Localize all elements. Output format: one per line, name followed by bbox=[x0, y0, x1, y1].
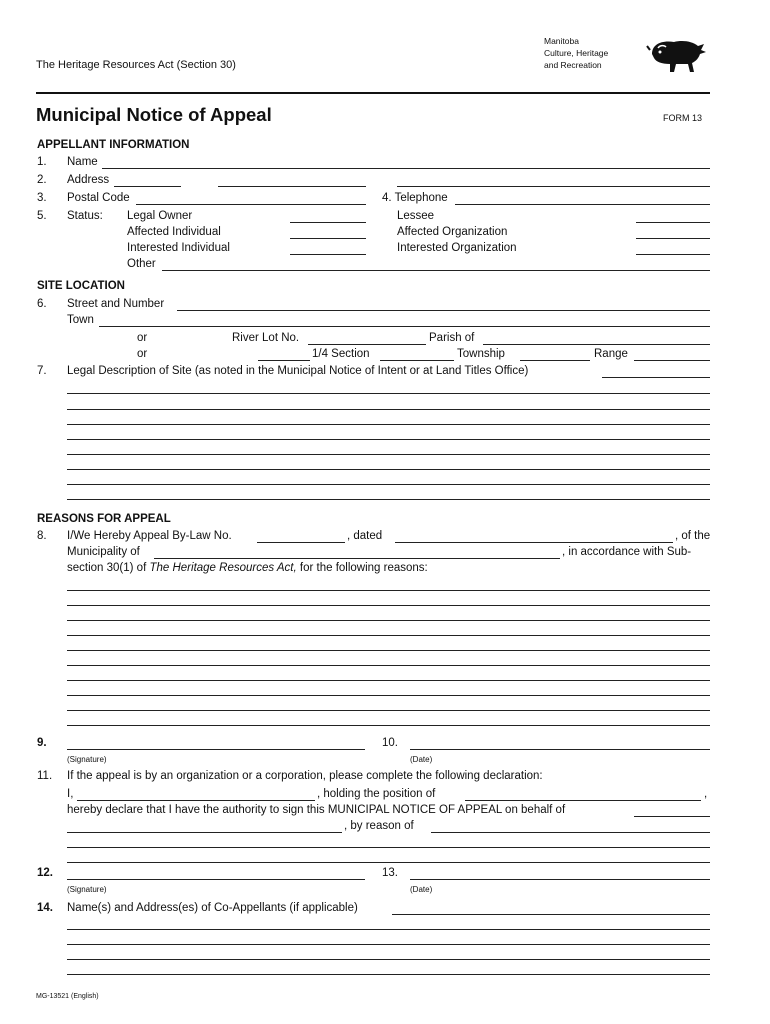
form-code-footer: MG-13521 (English) bbox=[36, 993, 99, 1000]
affected-individual-field[interactable] bbox=[290, 238, 366, 239]
town-field[interactable] bbox=[99, 326, 710, 327]
section-prefix: section 30(1) of bbox=[67, 562, 147, 574]
reasons-line-5[interactable] bbox=[67, 650, 710, 651]
of-the-label: , of the bbox=[675, 530, 711, 542]
form-number: FORM 13 bbox=[663, 113, 703, 123]
signature-field-2[interactable] bbox=[67, 879, 365, 880]
by-reason-line-2[interactable] bbox=[67, 847, 710, 848]
reasons-heading: REASONS FOR APPEAL bbox=[37, 513, 171, 525]
position-field[interactable] bbox=[465, 800, 701, 801]
street-field[interactable] bbox=[177, 310, 710, 311]
legal-owner-field[interactable] bbox=[290, 222, 366, 223]
coappellants-line-5[interactable] bbox=[67, 974, 710, 975]
declarant-name-field[interactable] bbox=[77, 800, 315, 801]
township-field[interactable] bbox=[520, 360, 590, 361]
department-line-2: Culture, Heritage bbox=[544, 48, 609, 58]
by-reason-field[interactable] bbox=[431, 832, 710, 833]
reasons-line-10[interactable] bbox=[67, 725, 710, 726]
coappellants-line-3[interactable] bbox=[67, 944, 710, 945]
legal-description-field[interactable] bbox=[602, 377, 710, 378]
address-label: Address bbox=[67, 174, 110, 186]
header-rule bbox=[36, 92, 710, 94]
bison-logo-icon bbox=[646, 36, 710, 76]
organization-instruction: If the appeal is by an organization or a corporation, please complete the following declaration: bbox=[67, 770, 543, 782]
township-label: Township bbox=[457, 348, 505, 360]
range-label: Range bbox=[594, 348, 628, 360]
page-title: Municipal Notice of Appeal bbox=[36, 104, 272, 125]
interested-individual-field[interactable] bbox=[290, 254, 366, 255]
reasons-line-6[interactable] bbox=[67, 665, 710, 666]
status-lessee: Lessee bbox=[397, 210, 435, 222]
name-label: Name bbox=[67, 156, 98, 168]
river-lot-label: River Lot No. bbox=[232, 332, 300, 344]
on-behalf-of-field[interactable] bbox=[634, 816, 710, 817]
department-line-1: Manitoba bbox=[544, 36, 579, 46]
or-label-2: or bbox=[137, 348, 148, 360]
dated-label: , dated bbox=[347, 530, 383, 542]
other-field[interactable] bbox=[162, 270, 710, 271]
legal-description-line-5[interactable] bbox=[67, 439, 710, 440]
quarter-section-label: 1/4 Section bbox=[312, 348, 370, 360]
dated-field[interactable] bbox=[395, 542, 673, 543]
item-number-8: 8. bbox=[37, 530, 47, 542]
department-line-3: and Recreation bbox=[544, 60, 602, 70]
reasons-line-9[interactable] bbox=[67, 710, 710, 711]
legal-description-line-4[interactable] bbox=[67, 424, 710, 425]
legal-description-label: Legal Description of Site (as noted in the Municipal Notice of Intent or at Land Titles Office) bbox=[67, 365, 529, 377]
status-affected-individual: Affected Individual bbox=[127, 226, 221, 238]
legal-description-line-2[interactable] bbox=[67, 393, 710, 394]
town-label: Town bbox=[67, 314, 94, 326]
item-number-14: 14. bbox=[37, 902, 53, 914]
or-label-1: or bbox=[137, 332, 148, 344]
item-number-6: 6. bbox=[37, 298, 47, 310]
signature-field[interactable] bbox=[67, 749, 365, 750]
address-field-2[interactable] bbox=[218, 186, 366, 187]
parish-label: Parish of bbox=[429, 332, 475, 344]
section-suffix: for the following reasons: bbox=[299, 562, 428, 574]
postal-code-label: Postal Code bbox=[67, 192, 130, 204]
quarter-section-field[interactable] bbox=[258, 360, 310, 361]
declarant-label: I, bbox=[67, 788, 74, 800]
act-reference: The Heritage Resources Act (Section 30) bbox=[36, 59, 236, 71]
reasons-line-8[interactable] bbox=[67, 695, 710, 696]
coappellants-field[interactable] bbox=[392, 914, 710, 915]
item-number-13: 13. bbox=[382, 867, 398, 879]
address-field[interactable] bbox=[114, 186, 181, 187]
site-location-heading: SITE LOCATION bbox=[37, 280, 125, 292]
section-field[interactable] bbox=[380, 360, 454, 361]
legal-description-line-8[interactable] bbox=[67, 484, 710, 485]
name-field[interactable] bbox=[102, 168, 710, 169]
by-reason-label: , by reason of bbox=[344, 820, 414, 832]
item-number-10: 10. bbox=[382, 737, 398, 749]
status-interested-organization: Interested Organization bbox=[397, 242, 517, 254]
coappellants-label: Name(s) and Address(es) of Co-Appellants (if applicable) bbox=[67, 902, 358, 914]
status-legal-owner: Legal Owner bbox=[127, 210, 193, 222]
legal-description-line-6[interactable] bbox=[67, 454, 710, 455]
range-field[interactable] bbox=[634, 360, 710, 361]
position-comma: , bbox=[704, 788, 708, 800]
item-number-1: 1. bbox=[37, 156, 47, 168]
street-label: Street and Number bbox=[67, 298, 165, 310]
item-number-7: 7. bbox=[37, 365, 47, 377]
authority-declaration: hereby declare that I have the authority to sign this MUNICIPAL NOTICE OF APPEAL on behalf of bbox=[67, 804, 566, 816]
item-number-11: 11. bbox=[37, 770, 53, 782]
reasons-line-4[interactable] bbox=[67, 635, 710, 636]
lessee-field[interactable] bbox=[636, 222, 710, 223]
date-caption-2: (Date) bbox=[410, 885, 433, 894]
reasons-line-7[interactable] bbox=[67, 680, 710, 681]
status-label: Status: bbox=[67, 210, 103, 222]
organization-name-field[interactable] bbox=[67, 832, 342, 833]
municipality-field[interactable] bbox=[154, 558, 560, 559]
coappellants-line-2[interactable] bbox=[67, 929, 710, 930]
legal-description-line-3[interactable] bbox=[67, 409, 710, 410]
item-number-9: 9. bbox=[37, 737, 47, 749]
municipality-label: Municipality of bbox=[67, 546, 140, 558]
status-other: Other bbox=[127, 258, 156, 270]
holding-position-label: , holding the position of bbox=[317, 788, 436, 800]
parish-field[interactable] bbox=[483, 344, 710, 345]
telephone-label: 4. Telephone bbox=[382, 192, 448, 204]
item-number-5: 5. bbox=[37, 210, 47, 222]
reasons-line-3[interactable] bbox=[67, 620, 710, 621]
affected-organization-field[interactable] bbox=[636, 238, 710, 239]
date-caption: (Date) bbox=[410, 755, 433, 764]
appeal-bylaw-label: I/We Hereby Appeal By-Law No. bbox=[67, 530, 232, 542]
reasons-line-1[interactable] bbox=[67, 590, 710, 591]
address-field-3[interactable] bbox=[397, 186, 710, 187]
telephone-field[interactable] bbox=[455, 204, 710, 205]
appellant-heading: APPELLANT INFORMATION bbox=[37, 139, 190, 151]
date-field[interactable] bbox=[410, 749, 710, 750]
legal-description-line-7[interactable] bbox=[67, 469, 710, 470]
status-interested-individual: Interested Individual bbox=[127, 242, 230, 254]
item-number-2: 2. bbox=[37, 174, 47, 186]
section-label bbox=[67, 563, 428, 575]
item-number-3: 3. bbox=[37, 192, 47, 204]
interested-organization-field[interactable] bbox=[636, 254, 710, 255]
signature-caption-2: (Signature) bbox=[67, 885, 107, 894]
reasons-line-2[interactable] bbox=[67, 605, 710, 606]
signature-caption: (Signature) bbox=[67, 755, 107, 764]
coappellants-line-4[interactable] bbox=[67, 959, 710, 960]
legal-description-line-9[interactable] bbox=[67, 499, 710, 500]
status-affected-organization: Affected Organization bbox=[397, 226, 508, 238]
river-lot-field[interactable] bbox=[308, 344, 426, 345]
bylaw-number-field[interactable] bbox=[257, 542, 345, 543]
postal-code-field[interactable] bbox=[136, 204, 366, 205]
accordance-label: , in accordance with Sub- bbox=[562, 546, 692, 558]
date-field-2[interactable] bbox=[410, 879, 710, 880]
act-name: The Heritage Resources Act, bbox=[149, 562, 297, 574]
by-reason-line-3[interactable] bbox=[67, 862, 710, 863]
item-number-12: 12. bbox=[37, 867, 53, 879]
